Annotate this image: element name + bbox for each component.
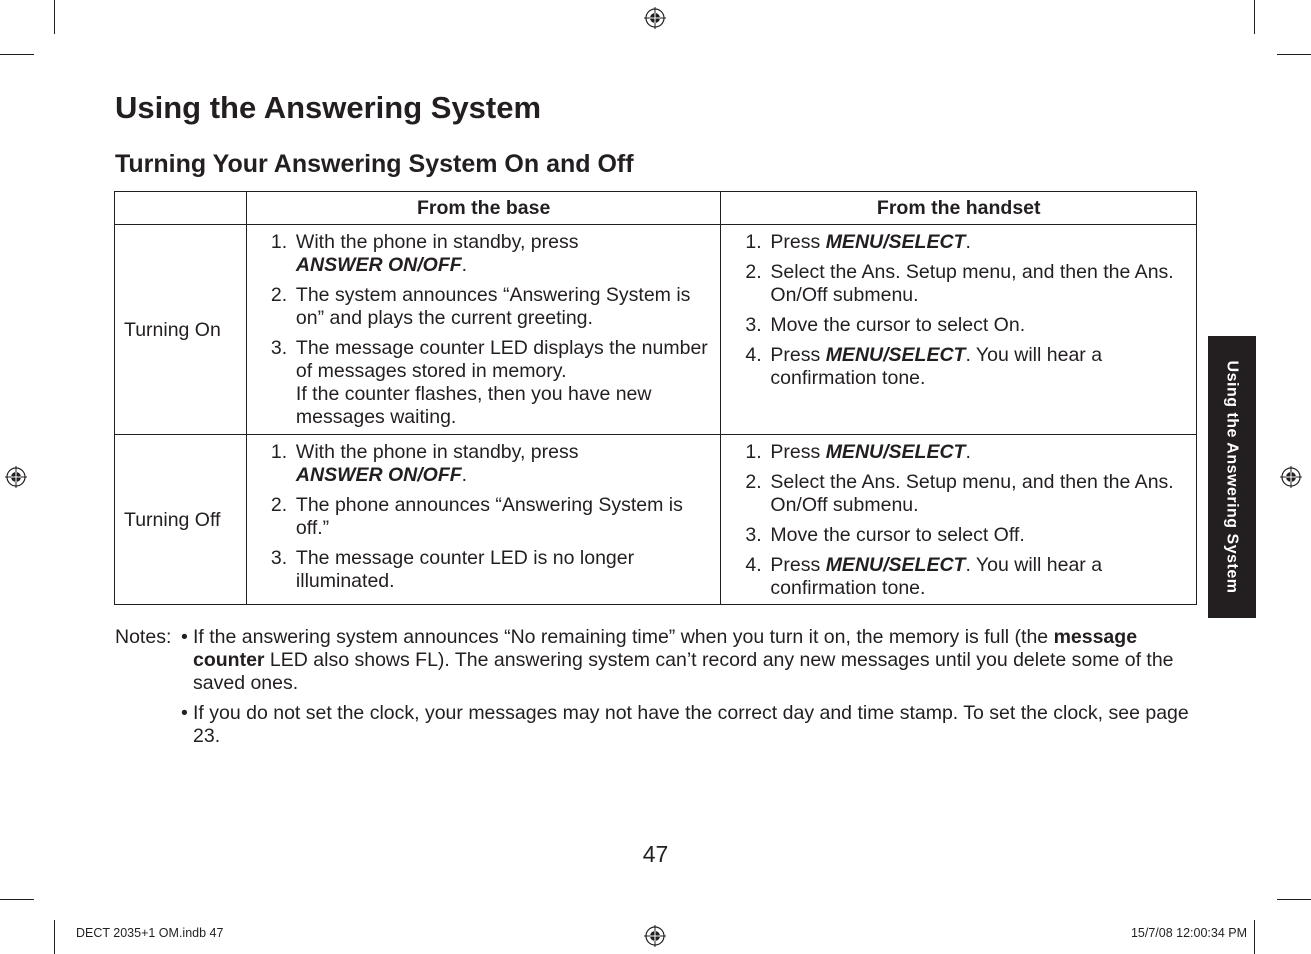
crop-mark bbox=[1277, 899, 1311, 900]
step-number: 2. bbox=[270, 494, 288, 516]
step-number: 2. bbox=[745, 471, 762, 493]
button-name-menu-select: MENU/SELECT bbox=[825, 554, 966, 576]
crop-mark bbox=[54, 920, 55, 954]
step-number: 1. bbox=[745, 441, 762, 463]
list-item: 1. Press MENU/SELECT. bbox=[745, 231, 971, 253]
footer-timestamp: 15/7/08 12:00:34 PM bbox=[1130, 926, 1247, 940]
procedure-table bbox=[114, 191, 1197, 605]
step-number: 3. bbox=[745, 524, 762, 546]
registration-mark-icon bbox=[644, 7, 666, 29]
step-number: 2. bbox=[745, 261, 762, 283]
bullet: • bbox=[181, 702, 188, 724]
list-item: 2. The phone announces “Answering System is off.” bbox=[270, 494, 683, 539]
list-item: 3. The message counter LED is no longer illuminated. bbox=[270, 547, 635, 592]
step-number: 4. bbox=[745, 554, 762, 576]
note-item: • If you do not set the clock, your messages may not have the correct day and time stamp. To set the clock, see page 23. bbox=[181, 702, 1189, 747]
registration-mark-icon bbox=[644, 925, 666, 947]
step-number: 1. bbox=[270, 231, 288, 253]
footer-file-slug: DECT 2035+1 OM.indb 47 bbox=[76, 926, 224, 940]
note-item: Notes: • If the answering system announces “No remaining time” when you turn it on, the memory is full (the message counter LED also shows FL). The answering system can’t record any new messages until you delete some of the saved ones. bbox=[115, 626, 1174, 694]
message-counter-term: message counter bbox=[193, 626, 1138, 671]
step-number: 3. bbox=[270, 547, 288, 569]
row-label: Turning On bbox=[115, 225, 247, 435]
step-number: 4. bbox=[745, 344, 762, 366]
button-name-menu-select: MENU/SELECT bbox=[825, 231, 966, 253]
section-title: Turning Your Answering System On and Off bbox=[115, 150, 634, 178]
button-name-menu-select: MENU/SELECT bbox=[825, 441, 966, 463]
crop-mark bbox=[1254, 0, 1255, 34]
row-label: Turning Off bbox=[115, 435, 247, 605]
list-item: 3. Move the cursor to select Off. bbox=[745, 524, 1025, 546]
crop-mark bbox=[0, 54, 34, 55]
steps-list bbox=[257, 231, 711, 429]
steps-list bbox=[731, 441, 1186, 600]
notes-section bbox=[115, 626, 1195, 755]
list-item: 3. Move the cursor to select On. bbox=[745, 314, 1026, 336]
table-row-turning-off bbox=[115, 435, 1197, 605]
side-tab-label: Using the Answering System bbox=[1223, 360, 1241, 594]
table-header-row bbox=[115, 192, 1197, 225]
step-number: 2. bbox=[270, 284, 288, 306]
handset-steps-cell bbox=[721, 435, 1197, 605]
registration-mark-icon bbox=[1280, 466, 1302, 488]
crop-mark bbox=[1254, 920, 1255, 954]
notes-label: Notes: bbox=[115, 626, 172, 648]
base-steps-cell bbox=[246, 225, 721, 435]
list-item: 1. Press MENU/SELECT. bbox=[745, 441, 971, 463]
base-steps-cell bbox=[246, 435, 721, 605]
list-item: 1. With the phone in standby, press ANSWER ON/OFF. bbox=[270, 441, 579, 486]
list-item: 2. The system announces “Answering System is on” and plays the current greeting. bbox=[270, 284, 691, 329]
table-header-base: From the base bbox=[246, 192, 721, 225]
crop-mark bbox=[54, 0, 55, 34]
page-title: Using the Answering System bbox=[115, 90, 542, 125]
list-item: 4. Press MENU/SELECT. You will hear a confirmation tone. bbox=[745, 554, 1103, 599]
crop-mark bbox=[1277, 54, 1311, 55]
step-number: 1. bbox=[745, 231, 762, 253]
crop-mark bbox=[0, 899, 34, 900]
list-item: 3. The message counter LED displays the number of messages stored in memory. If the counter flashes, then you have new messages waiting. bbox=[270, 337, 708, 428]
bullet: • bbox=[181, 626, 188, 648]
table-header-blank bbox=[115, 192, 247, 225]
step-number: 3. bbox=[270, 337, 288, 359]
steps-list bbox=[257, 441, 711, 593]
button-name-answer-on-off: ANSWER ON/OFF bbox=[295, 464, 462, 486]
handset-steps-cell bbox=[721, 225, 1197, 435]
step-number: 3. bbox=[745, 314, 762, 336]
step-number: 1. bbox=[270, 441, 288, 463]
button-name-answer-on-off: ANSWER ON/OFF bbox=[295, 254, 462, 276]
steps-list bbox=[731, 231, 1186, 390]
table-row-turning-on bbox=[115, 225, 1197, 435]
list-item: 2. Select the Ans. Setup menu, and then the Ans. On/Off submenu. bbox=[745, 471, 1174, 516]
table-header-handset: From the handset bbox=[721, 192, 1197, 225]
list-item: 4. Press MENU/SELECT. You will hear a confirmation tone. bbox=[745, 344, 1103, 389]
button-name-menu-select: MENU/SELECT bbox=[825, 344, 966, 366]
page-number: 47 bbox=[642, 841, 669, 867]
list-item: 2. Select the Ans. Setup menu, and then the Ans. On/Off submenu. bbox=[745, 261, 1174, 306]
registration-mark-icon bbox=[5, 466, 27, 488]
list-item: 1. With the phone in standby, press ANSWER ON/OFF. bbox=[270, 231, 579, 276]
chapter-side-tab bbox=[1208, 336, 1256, 618]
